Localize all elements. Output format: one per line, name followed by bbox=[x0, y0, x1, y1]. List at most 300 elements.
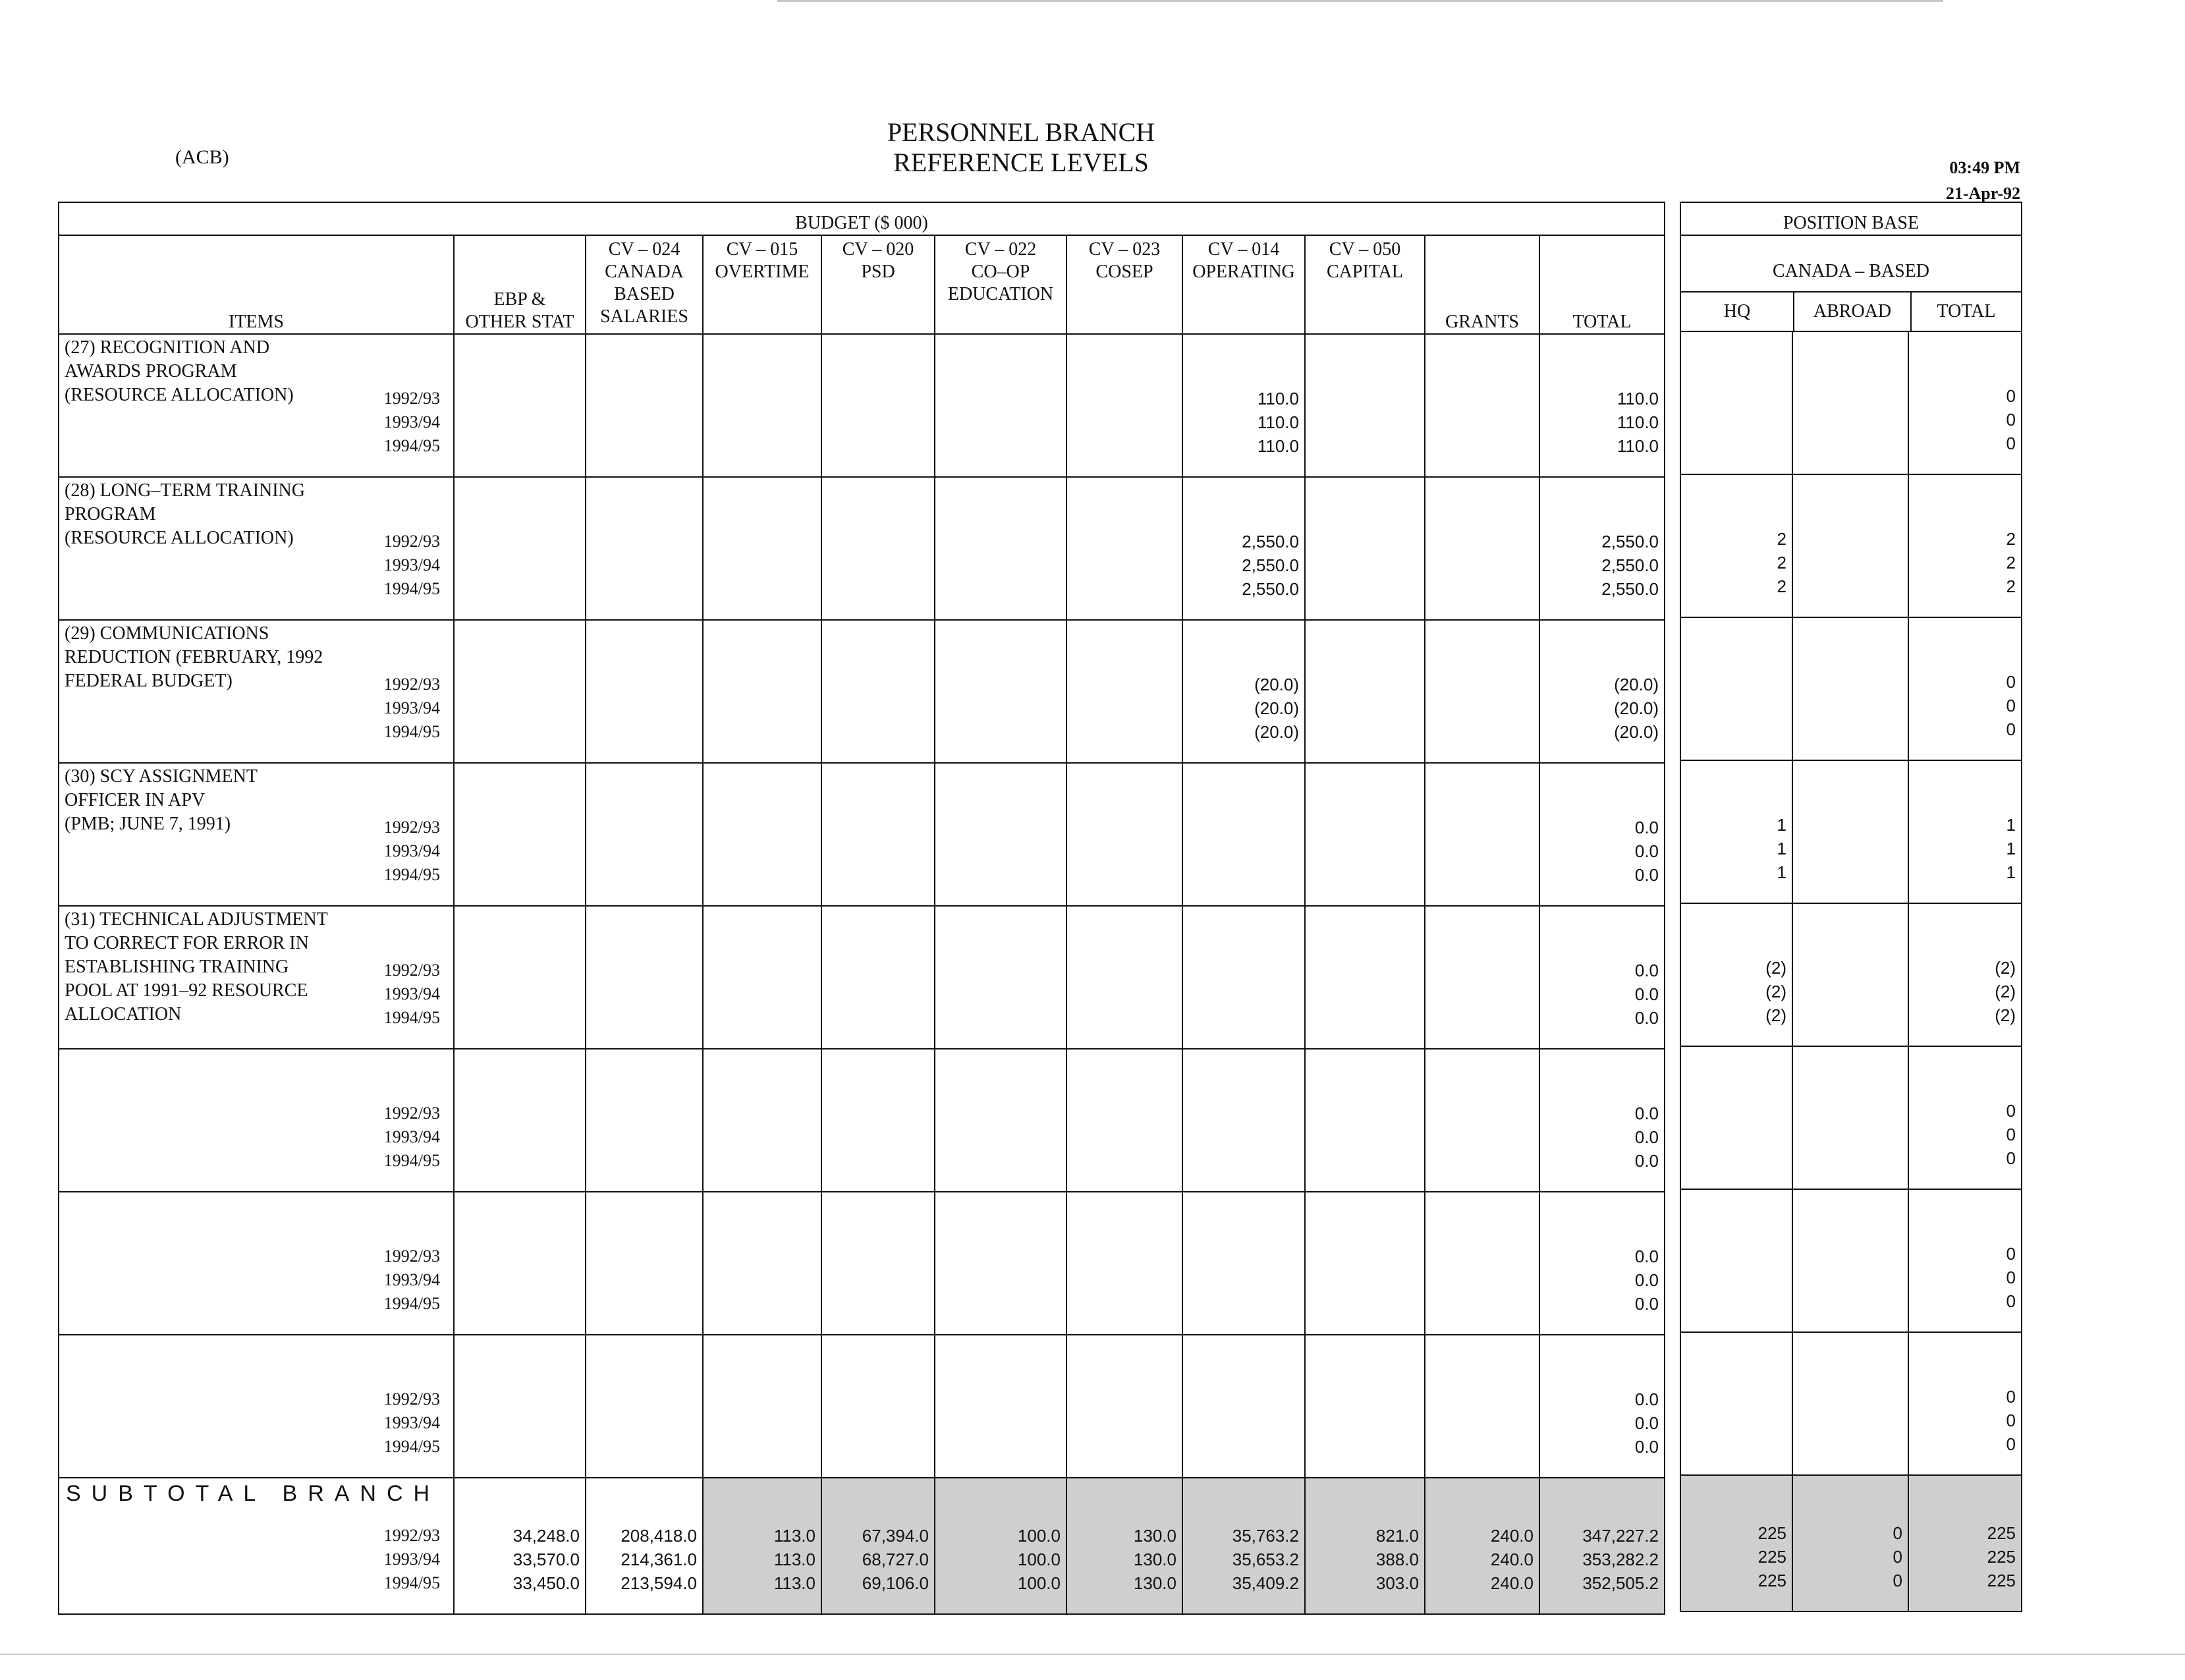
item-cell bbox=[59, 1335, 454, 1478]
position-total-cell bbox=[1908, 760, 2022, 903]
operating-value: (20.0) bbox=[1254, 722, 1299, 742]
budget-cell bbox=[1305, 477, 1425, 620]
hq-value: 1 bbox=[1777, 839, 1786, 858]
subtotal-pos_total-value: 225 bbox=[1987, 1571, 2016, 1590]
position-row bbox=[1680, 617, 2022, 760]
subtotal-hq-value: 225 bbox=[1757, 1571, 1786, 1590]
hq-cell bbox=[1680, 1046, 1792, 1189]
position-total bbox=[1909, 1385, 2021, 1474]
budget-total-value: 110.0 bbox=[1617, 412, 1659, 432]
position-column-headers bbox=[1680, 235, 2022, 331]
budget-cell bbox=[1539, 334, 1665, 477]
budget-total-value: 0.0 bbox=[1634, 1127, 1659, 1147]
budget-total bbox=[1540, 530, 1664, 619]
report-title: PERSONNEL BRANCH bbox=[887, 117, 1155, 147]
subtotal-cosep-value: 130.0 bbox=[1133, 1550, 1176, 1569]
subtotal-capital-value: 388.0 bbox=[1375, 1550, 1419, 1569]
budget-cell bbox=[586, 477, 703, 620]
position-total bbox=[1909, 813, 2021, 903]
budget-cell bbox=[1182, 1049, 1305, 1192]
budget-cell bbox=[1182, 620, 1305, 763]
budget-cell bbox=[1539, 477, 1665, 620]
budget-total bbox=[1540, 1245, 1664, 1334]
budget-col-header bbox=[703, 235, 821, 334]
operating-value: (20.0) bbox=[1254, 675, 1299, 694]
budget-cell bbox=[586, 763, 703, 906]
budget-cell bbox=[703, 620, 821, 763]
budget-cell bbox=[703, 334, 821, 477]
budget-band-title: BUDGET ($ 000) bbox=[59, 202, 1665, 235]
position-total-cell bbox=[1908, 1332, 2022, 1475]
position-total-cell bbox=[1908, 617, 2022, 760]
budget-col-code: CV – 023 bbox=[1088, 239, 1161, 260]
abroad-cell bbox=[1792, 903, 1908, 1046]
subtotal-ebp bbox=[455, 1524, 585, 1613]
budget-cell bbox=[935, 334, 1066, 477]
budget-total-value: 0.0 bbox=[1634, 1104, 1659, 1123]
operating bbox=[1183, 887, 1304, 905]
subtotal-label: SUBTOTAL BRANCH bbox=[66, 1481, 441, 1506]
position-total-value: 0 bbox=[2006, 1125, 2016, 1144]
budget-col-header bbox=[1425, 235, 1539, 334]
budget-cell bbox=[821, 334, 935, 477]
budget-cell bbox=[1425, 1049, 1539, 1192]
budget-cell bbox=[1539, 906, 1665, 1049]
budget-col-label: ITEMS bbox=[229, 312, 284, 332]
budget-cell bbox=[703, 763, 821, 906]
subtotal-total-value: 347,227.2 bbox=[1582, 1526, 1659, 1546]
operating-value: 110.0 bbox=[1257, 389, 1299, 408]
budget-cell bbox=[821, 763, 935, 906]
hq-cell bbox=[1680, 1189, 1792, 1332]
section-row bbox=[59, 1192, 1665, 1335]
position-total-value: 2 bbox=[2006, 553, 2016, 573]
position-band-title: POSITION BASE bbox=[1680, 202, 2022, 235]
budget-col-code: CV – 015 bbox=[726, 239, 798, 260]
position-table bbox=[1680, 202, 2022, 1612]
item-description: (27) RECOGNITION AND AWARDS PROGRAM (RESOURCE ALLOCATION) bbox=[65, 337, 294, 405]
budget-total-value: 110.0 bbox=[1617, 389, 1659, 408]
position-total-value: 0 bbox=[2006, 386, 2016, 406]
hq bbox=[1681, 527, 1792, 617]
subtotal-row bbox=[59, 1478, 1665, 1614]
budget-cell bbox=[1182, 1335, 1305, 1478]
budget-cell bbox=[1425, 477, 1539, 620]
position-total-value: 0 bbox=[2006, 1101, 2016, 1121]
fiscal-year-value: 1993/94 bbox=[383, 698, 440, 717]
position-total-cell bbox=[1908, 474, 2022, 617]
report-time: 03:49 PM bbox=[1949, 158, 2020, 177]
hq-value: 2 bbox=[1777, 529, 1786, 549]
subtotal-psd-cell bbox=[821, 1478, 935, 1614]
budget-col-code: CV – 020 bbox=[842, 239, 914, 260]
budget-cell bbox=[1066, 1049, 1182, 1192]
operating bbox=[1183, 1030, 1304, 1048]
section-row bbox=[59, 1335, 1665, 1478]
abroad-cell bbox=[1792, 617, 1908, 760]
hq bbox=[1681, 741, 1792, 760]
hq-value: 1 bbox=[1777, 862, 1786, 882]
subtotal-overtime-value: 113.0 bbox=[773, 1573, 816, 1593]
operating-value: 110.0 bbox=[1257, 412, 1299, 432]
subtotal-grants-cell bbox=[1425, 1478, 1539, 1614]
subtotal-coop bbox=[935, 1524, 1066, 1613]
budget-total-value: 0.0 bbox=[1634, 841, 1659, 861]
budget-total-value: 2,550.0 bbox=[1601, 555, 1659, 575]
position-total-value: 0 bbox=[2006, 1411, 2016, 1430]
hq bbox=[1681, 1456, 1792, 1474]
item-description: (31) TECHNICAL ADJUSTMENT TO CORRECT FOR ERROR IN ESTABLISHING TRAINING POOL AT 1991–92 RESOURCE ALLOCATION bbox=[65, 909, 328, 1024]
budget-total bbox=[1540, 959, 1664, 1048]
subtotal-hq-value: 225 bbox=[1757, 1547, 1786, 1567]
subtotal-hq-cell bbox=[1680, 1475, 1792, 1611]
budget-cell bbox=[586, 1192, 703, 1335]
subtotal-salaries-value: 208,418.0 bbox=[621, 1526, 697, 1546]
budget-col-label: CO–OP EDUCATION bbox=[947, 262, 1054, 304]
subtotal-pos_total-value: 225 bbox=[1987, 1547, 2016, 1567]
hq-cell bbox=[1680, 903, 1792, 1046]
subtotal-salaries-value: 214,361.0 bbox=[621, 1550, 697, 1569]
operating-value: 2,550.0 bbox=[1242, 532, 1299, 551]
budget-cell bbox=[586, 620, 703, 763]
budget-cell bbox=[1066, 334, 1182, 477]
subtotal-operating-value: 35,653.2 bbox=[1232, 1550, 1299, 1569]
hq bbox=[1681, 813, 1792, 903]
subtotal-pos_total-value: 225 bbox=[1987, 1523, 2016, 1543]
budget-cell bbox=[586, 334, 703, 477]
position-sub-title: CANADA – BASED bbox=[1681, 252, 2021, 293]
fiscal-year-value: 1992/93 bbox=[383, 532, 440, 551]
fiscal-year-value: 1993/94 bbox=[383, 1270, 440, 1289]
budget-col-header bbox=[1305, 235, 1425, 334]
fiscal-year bbox=[384, 1245, 440, 1316]
subtotal-coop-value: 100.0 bbox=[1017, 1573, 1061, 1593]
fiscal-year-value: 1994/95 bbox=[383, 436, 440, 455]
fiscal-year bbox=[384, 959, 440, 1030]
subtotal-pos_total bbox=[1909, 1521, 2021, 1611]
subtotal-total-value: 353,282.2 bbox=[1582, 1550, 1659, 1569]
budget-cell bbox=[703, 906, 821, 1049]
budget-cell bbox=[1182, 906, 1305, 1049]
fiscal-year-value: 1994/95 bbox=[383, 865, 440, 884]
fiscal-year-value: 1992/93 bbox=[383, 675, 440, 694]
budget-total-value: 0.0 bbox=[1634, 1413, 1659, 1433]
subtotal-capital bbox=[1306, 1524, 1424, 1613]
budget-cell bbox=[821, 1192, 935, 1335]
budget-cell bbox=[703, 1049, 821, 1192]
position-row bbox=[1680, 1189, 2022, 1332]
budget-total bbox=[1540, 673, 1664, 762]
subtotal-total-cell bbox=[1539, 1478, 1665, 1614]
budget-total-value: 0.0 bbox=[1634, 1151, 1659, 1171]
position-total-value: 0 bbox=[2006, 1291, 2016, 1311]
subtotal-psd-value: 68,727.0 bbox=[862, 1550, 929, 1569]
budget-cell bbox=[935, 1192, 1066, 1335]
position-row bbox=[1680, 474, 2022, 617]
operating bbox=[1183, 387, 1304, 476]
position-col-abroad: ABROAD bbox=[1794, 293, 1912, 331]
position-total-value: 0 bbox=[2006, 1268, 2016, 1287]
subtotal-coop-cell bbox=[935, 1478, 1066, 1614]
position-total-value: 0 bbox=[2006, 696, 2016, 715]
budget-col-header bbox=[59, 235, 454, 334]
budget-col-label: OVERTIME bbox=[715, 262, 810, 282]
subtotal-salaries bbox=[586, 1524, 702, 1613]
budget-col-code: CV – 050 bbox=[1329, 239, 1401, 260]
subtotal-abroad-value: 0 bbox=[1893, 1571, 1902, 1590]
budget-total-value: 2,550.0 bbox=[1601, 532, 1659, 551]
abroad-cell bbox=[1792, 1332, 1908, 1475]
budget-cell bbox=[1305, 1192, 1425, 1335]
position-total-value: (2) bbox=[1995, 982, 2016, 1001]
fiscal-year-value: 1994/95 bbox=[383, 1294, 440, 1313]
subtotal-overtime bbox=[704, 1524, 821, 1613]
report-subtitle: REFERENCE LEVELS bbox=[893, 148, 1149, 177]
position-row bbox=[1680, 1046, 2022, 1189]
subtotal-grants-value: 240.0 bbox=[1490, 1526, 1534, 1546]
position-total-value: 1 bbox=[2006, 815, 2016, 835]
budget-cell bbox=[1425, 1192, 1539, 1335]
operating-value: 2,550.0 bbox=[1242, 579, 1299, 599]
budget-cell bbox=[1539, 763, 1665, 906]
item-cell bbox=[59, 334, 454, 477]
subtotal-year-value: 1994/95 bbox=[383, 1573, 440, 1592]
budget-cell bbox=[821, 620, 935, 763]
budget-col-code: CV – 022 bbox=[964, 239, 1037, 260]
position-total bbox=[1909, 956, 2021, 1046]
subtotal-coop-value: 100.0 bbox=[1017, 1526, 1061, 1546]
subtotal-capital-cell bbox=[1305, 1478, 1425, 1614]
subtotal-year-value: 1992/93 bbox=[383, 1526, 440, 1545]
fiscal-year bbox=[384, 530, 440, 601]
fiscal-year-value: 1992/93 bbox=[383, 1104, 440, 1123]
section-row bbox=[59, 334, 1665, 477]
budget-col-header bbox=[935, 235, 1066, 334]
subtotal-abroad bbox=[1793, 1521, 1908, 1611]
position-row bbox=[1680, 331, 2022, 474]
position-total-value: 2 bbox=[2006, 529, 2016, 549]
budget-cell bbox=[1305, 620, 1425, 763]
budget-col-label: CANADA BASED SALARIES bbox=[600, 262, 688, 327]
budget-total-value: 0.0 bbox=[1634, 1294, 1659, 1314]
budget-col-header bbox=[821, 235, 935, 334]
budget-cell bbox=[1305, 334, 1425, 477]
fiscal-year-value: 1994/95 bbox=[383, 1437, 440, 1456]
subtotal-abroad-value: 0 bbox=[1893, 1523, 1902, 1543]
hq-cell bbox=[1680, 760, 1792, 903]
position-col-hq: HQ bbox=[1681, 293, 1794, 331]
budget-cell bbox=[1539, 1335, 1665, 1478]
position-row bbox=[1680, 903, 2022, 1046]
subtotal-overtime-cell bbox=[703, 1478, 821, 1614]
subtotal-psd-value: 67,394.0 bbox=[862, 1526, 929, 1546]
report-date: 21-Apr-92 bbox=[1945, 184, 2020, 203]
item-cell bbox=[59, 1049, 454, 1192]
budget-total-value: 0.0 bbox=[1634, 865, 1659, 885]
position-total-cell bbox=[1908, 1046, 2022, 1189]
fiscal-year-value: 1993/94 bbox=[383, 984, 440, 1003]
budget-cell bbox=[1425, 334, 1539, 477]
subtotal-psd-value: 69,106.0 bbox=[862, 1573, 929, 1593]
budget-cell bbox=[1539, 1192, 1665, 1335]
budget-cell bbox=[454, 906, 586, 1049]
budget-total-value: (20.0) bbox=[1614, 675, 1659, 694]
item-cell bbox=[59, 906, 454, 1049]
section-row bbox=[59, 1049, 1665, 1192]
budget-col-label: GRANTS bbox=[1445, 312, 1519, 332]
subtotal-ebp-cell bbox=[454, 1478, 586, 1614]
hq-value: 1 bbox=[1777, 815, 1786, 835]
budget-col-label: PSD bbox=[861, 262, 895, 282]
position-total-value: (2) bbox=[1995, 1005, 2016, 1025]
position-total-value: 0 bbox=[2006, 1244, 2016, 1264]
subtotal-psd bbox=[822, 1524, 934, 1613]
fiscal-year-value: 1994/95 bbox=[383, 579, 440, 598]
hq-cell bbox=[1680, 474, 1792, 617]
hq-value: 2 bbox=[1777, 576, 1786, 596]
budget-cell bbox=[821, 906, 935, 1049]
section-row bbox=[59, 906, 1665, 1049]
position-total-value: 0 bbox=[2006, 719, 2016, 739]
operating bbox=[1183, 1173, 1304, 1191]
item-cell bbox=[59, 763, 454, 906]
position-row bbox=[1680, 760, 2022, 903]
subtotal-overtime-value: 113.0 bbox=[773, 1550, 816, 1569]
subtotal-cosep-value: 130.0 bbox=[1133, 1526, 1176, 1546]
abroad-cell bbox=[1792, 1189, 1908, 1332]
scan-edge-bottom bbox=[0, 1654, 2185, 1655]
budget-cell bbox=[1305, 906, 1425, 1049]
hq bbox=[1681, 455, 1792, 474]
subtotal-operating-cell bbox=[1182, 1478, 1305, 1614]
fiscal-year bbox=[384, 387, 440, 458]
fiscal-year bbox=[384, 1387, 440, 1459]
subtotal-salaries-cell bbox=[586, 1478, 703, 1614]
budget-cell bbox=[1425, 620, 1539, 763]
subtotal-ebp-value: 33,450.0 bbox=[512, 1573, 580, 1593]
abroad-cell bbox=[1792, 1046, 1908, 1189]
budget-total-value: 0.0 bbox=[1634, 961, 1659, 980]
budget-cell bbox=[454, 1192, 586, 1335]
budget-total-value: 0.0 bbox=[1634, 984, 1659, 1004]
budget-col-label: OPERATING bbox=[1192, 262, 1295, 282]
budget-cell bbox=[1066, 620, 1182, 763]
abroad-cell bbox=[1792, 331, 1908, 474]
budget-cell bbox=[454, 620, 586, 763]
hq bbox=[1681, 956, 1792, 1046]
fiscal-year bbox=[384, 1102, 440, 1173]
budget-cell bbox=[1539, 1049, 1665, 1192]
subtotal-cosep-cell bbox=[1066, 1478, 1182, 1614]
budget-cell bbox=[454, 1335, 586, 1478]
operating-value: 110.0 bbox=[1257, 436, 1299, 456]
item-cell bbox=[59, 620, 454, 763]
subtotal-label-cell bbox=[59, 1478, 454, 1614]
budget-cell bbox=[1066, 763, 1182, 906]
hq bbox=[1681, 1313, 1792, 1331]
budget-cell bbox=[703, 477, 821, 620]
budget-cell bbox=[1182, 334, 1305, 477]
subtotal-cosep bbox=[1067, 1524, 1182, 1613]
section-row bbox=[59, 477, 1665, 620]
budget-table bbox=[58, 202, 1665, 1615]
budget-cell bbox=[1425, 906, 1539, 1049]
position-total bbox=[1909, 1099, 2021, 1189]
subtotal-total bbox=[1540, 1524, 1664, 1613]
budget-total-value: (20.0) bbox=[1614, 722, 1659, 742]
hq bbox=[1681, 1170, 1792, 1189]
budget-total-value: 0.0 bbox=[1634, 1389, 1659, 1409]
budget-cell bbox=[935, 906, 1066, 1049]
budget-cell bbox=[1066, 1192, 1182, 1335]
department-code: (ACB) bbox=[175, 146, 229, 168]
budget-total-value: (20.0) bbox=[1614, 698, 1659, 718]
hq-cell bbox=[1680, 1332, 1792, 1475]
fiscal-year-value: 1992/93 bbox=[383, 389, 440, 408]
fiscal-year-value: 1993/94 bbox=[383, 555, 440, 574]
subtotal-total-value: 352,505.2 bbox=[1582, 1573, 1659, 1593]
budget-total-value: 0.0 bbox=[1634, 1437, 1659, 1457]
budget-total-value: 0.0 bbox=[1634, 1008, 1659, 1028]
subtotal-operating bbox=[1183, 1524, 1304, 1613]
budget-col-label: COSEP bbox=[1095, 262, 1153, 282]
budget-total bbox=[1540, 816, 1664, 905]
fiscal-year-value: 1992/93 bbox=[383, 961, 440, 980]
subtotal-operating-value: 35,409.2 bbox=[1232, 1573, 1299, 1593]
budget-cell bbox=[935, 1049, 1066, 1192]
abroad-cell bbox=[1792, 760, 1908, 903]
budget-total bbox=[1540, 1102, 1664, 1191]
position-total-value: 1 bbox=[2006, 839, 2016, 858]
budget-total-value: 2,550.0 bbox=[1601, 579, 1659, 599]
budget-cell bbox=[454, 763, 586, 906]
subtotal-ebp-value: 33,570.0 bbox=[512, 1550, 580, 1569]
item-description: (30) SCY ASSIGNMENT OFFICER IN APV (PMB; JUNE 7, 1991) bbox=[65, 766, 258, 834]
abroad-cell bbox=[1792, 474, 1908, 617]
budget-cell bbox=[1539, 620, 1665, 763]
position-total-value: 0 bbox=[2006, 1387, 2016, 1407]
position-total-value: (2) bbox=[1995, 958, 2016, 978]
hq-value: (2) bbox=[1765, 1005, 1786, 1025]
operating bbox=[1183, 530, 1304, 619]
budget-cell bbox=[454, 477, 586, 620]
position-total-value: 0 bbox=[2006, 1148, 2016, 1168]
budget-cell bbox=[935, 763, 1066, 906]
position-total-value: 0 bbox=[2006, 410, 2016, 430]
item-cell bbox=[59, 477, 454, 620]
operating bbox=[1183, 1459, 1304, 1477]
position-total-cell bbox=[1908, 903, 2022, 1046]
budget-col-header bbox=[586, 235, 703, 334]
subtotal-overtime-value: 113.0 bbox=[773, 1526, 816, 1546]
hq-value: 2 bbox=[1777, 553, 1786, 573]
subtotal-operating-value: 35,763.2 bbox=[1232, 1526, 1299, 1546]
subtotal-coop-value: 100.0 bbox=[1017, 1550, 1061, 1569]
subtotal-grants bbox=[1425, 1524, 1539, 1613]
subtotal-year bbox=[384, 1524, 440, 1595]
budget-cell bbox=[1425, 1335, 1539, 1478]
budget-cell bbox=[703, 1335, 821, 1478]
hq-value: (2) bbox=[1765, 982, 1786, 1001]
fiscal-year-value: 1993/94 bbox=[383, 1413, 440, 1432]
fiscal-year-value: 1994/95 bbox=[383, 1008, 440, 1027]
item-description: (28) LONG–TERM TRAINING PROGRAM (RESOURCE ALLOCATION) bbox=[65, 480, 305, 548]
subtotal-hq-value: 225 bbox=[1757, 1523, 1786, 1543]
budget-total-value: 0.0 bbox=[1634, 1270, 1659, 1290]
budget-cell bbox=[1305, 1335, 1425, 1478]
position-total bbox=[1909, 670, 2021, 760]
item-cell bbox=[59, 1192, 454, 1335]
